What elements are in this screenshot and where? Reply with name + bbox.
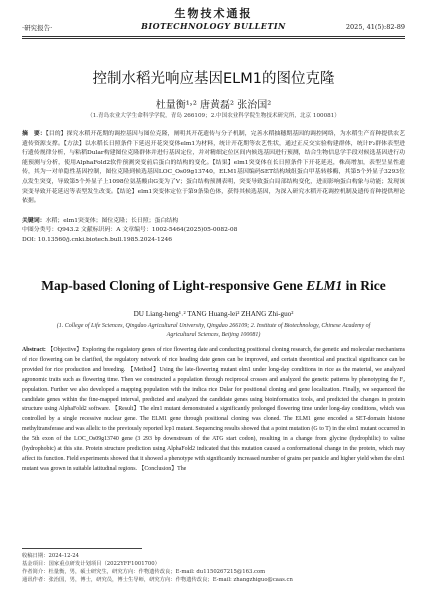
abstract-en-label: Abstract:	[22, 347, 46, 353]
journal-name-en: BIOTECHNOLOGY BULLETIN	[141, 21, 286, 31]
title-en-suffix: in Rice	[342, 278, 386, 293]
title-en-prefix: Map-based Cloning of Light-responsive Gene	[41, 278, 307, 293]
corresponding-author-info: 通讯作者：张治国，男，博士，研究员，博士生导师，研究方向：作物遗传改良；E-mail: zhangzhiguo@caas.cn	[22, 577, 293, 583]
doi-line[interactable]: DOI: 10.13560/j.cnki.biotech.bull.1985.2024-1246	[22, 237, 173, 243]
keywords-cn-text: 水稻；elm1突变体；图位克隆；长日照；蛋白结构	[45, 218, 179, 224]
footnotes	[22, 552, 405, 584]
abstract-cn-text: 【目的】探究水稻开花期的调控基因与图位克隆，阐明其开花遗传与分子机制，完善水稻抽穗期基因的调控网络，为水稻生产育种提供农艺遗传资源支撑。【方法】以水稻长日照条件下延迟开花突变体elm1为材料，统计开花期等农艺性状，通过正反交实验构建群体，统计F₂群体表型进行遗传规律分析，与粘稻Dular构建图位克隆群体并进行基因定位，并对精细定位区间内候选基因进行预测，结合生物信息学手段对候选基因进行功能预测与分析，使用AlphaFold2软件预测突变前后蛋白的结构的变化。【结果】elm1突变体在长日照条件下开花延迟，株高增加，表型呈显性遗传，其为一对单隐性基因控制，图位克隆到候选基因LOC_Os09g13740，ELM1基因编码SET结构域组蛋白甲基转移酶，其第5个外显子3293位点发生突变，导致第5个外显子上1098位氨基酸由G变为了V；蛋白结构预测表明，突变导致蛋白局部结构变化，进而影响蛋白构象与功能；发现该突变导致开花延迟等表型发生改变。【结论】elm1突变体定位于第9条染色体，获得其候选基因，为深入研究水稻开花调控机制及遗传育种提供理论依据。	[22, 131, 405, 205]
article-title-en	[0, 278, 427, 294]
abstract-cn	[22, 129, 405, 207]
section-label: ·研究报告·	[22, 24, 53, 32]
authors-cn: 杜量衡¹˒² 唐黄磊² 张治国²	[155, 100, 272, 111]
header-rule-thick	[22, 36, 405, 37]
first-author-info: 作者简介：杜量衡，男，硕士研究生，研究方向：作物遗传改良；E-mail: du1150267215@163.com	[22, 569, 266, 575]
classification-line: 中图分类号：Q943.2 文献标识码：A 文章编号：1002-5464(2025)05-0082-08	[22, 227, 238, 233]
keywords-cn	[22, 216, 405, 227]
received-date: 收稿日期：2024-12-24	[22, 553, 80, 559]
issue-info: 2025, 41(5):82-89	[345, 23, 405, 31]
footnote-rule	[22, 548, 142, 549]
running-header	[22, 21, 405, 34]
affiliations-cn: （1.青岛农业大学生命科学学院，青岛 266109；2.中国农业科学院生物技术研究所，北京 100081）	[87, 113, 340, 119]
abstract-cn-label: 摘 要：	[22, 130, 46, 137]
authors-en: DU Liang-heng¹˒² TANG Huang-lei² ZHANG Zhi-guo²	[133, 310, 294, 318]
title-en-gene: ELM1	[306, 278, 343, 293]
abstract-en	[22, 346, 405, 475]
fund-info: 基金项目：国家重点研发计划项目（2022YFF1001700）	[22, 561, 160, 567]
journal-name-cn: 生物技术通报	[174, 7, 253, 20]
header-rule-thin	[22, 38, 405, 39]
keywords-cn-label: 关键词：	[22, 217, 46, 224]
article-title-cn: 控制水稻光响应基因ELM1的图位克隆	[92, 71, 335, 87]
abstract-en-text: 【Objective】Exploring the regulatory genes of rice flowering date and conducting positional cloning research, the genetic and molecular mechanisms of rice flowering can be clarified, the regulatory network of rice heading date genes can be improved, and certain theoretical and practical significance can be provided for rice production and breeding. 【Method】Using the late-flowering mutant elm1 under long-day conditions in rice as the material, we analyzed agronomic traits such as flowering time. Then we constructed a population through reciprocal crosses and analyzed the genetic patterns by phenotyping the F₂ population. Further we also developed a mapping population with the indica rice Dular for positional cloning and gene localization. Finally, we sequenced the candidate genes within the fine-mapped interval, predicted and analyzed the candidate genes using bioinformatics tools, and predicted the changes in protein structure using AlphaFold2 software. 【Result】The elm1 mutant demonstrated a significantly prolonged flowering time under long-day conditions, which was controlled by a single recessive nuclear gene. The ELM1 gene through positional cloning was cloned. The ELM1 gene encoded a SET-domain histone methyltransferase and was allelic to the previously reported lcp1 mutant. Sequencing results showed that a point mutation (G to T) in the elm1 mutant occurred in the 5th exon of the LOC_Os09g13740 gene (3 293 bp downstream of the ATG start codon), resulting in a change from glycine (hydrophilic) to valine (hydrophobic) at this site. Protein structure prediction using AlphaFold2 indicated that this mutation caused a conformational change in the protein, which may affect its function. Field experiments showed that it showed a phenotype with significantly increased number of grains per panicle and higher yield when the elm1 mutant was grown in suitable latitudinal regions. 【Conclusion】The	[22, 347, 405, 472]
affiliations-en: (1. College of Life Sciences, Qingdao Agricultural University, Qingdao 266109; 2. Institute of Biotechnology, Chinese Academy of Agricultural Sciences, Beijing 100081)	[56, 323, 371, 338]
